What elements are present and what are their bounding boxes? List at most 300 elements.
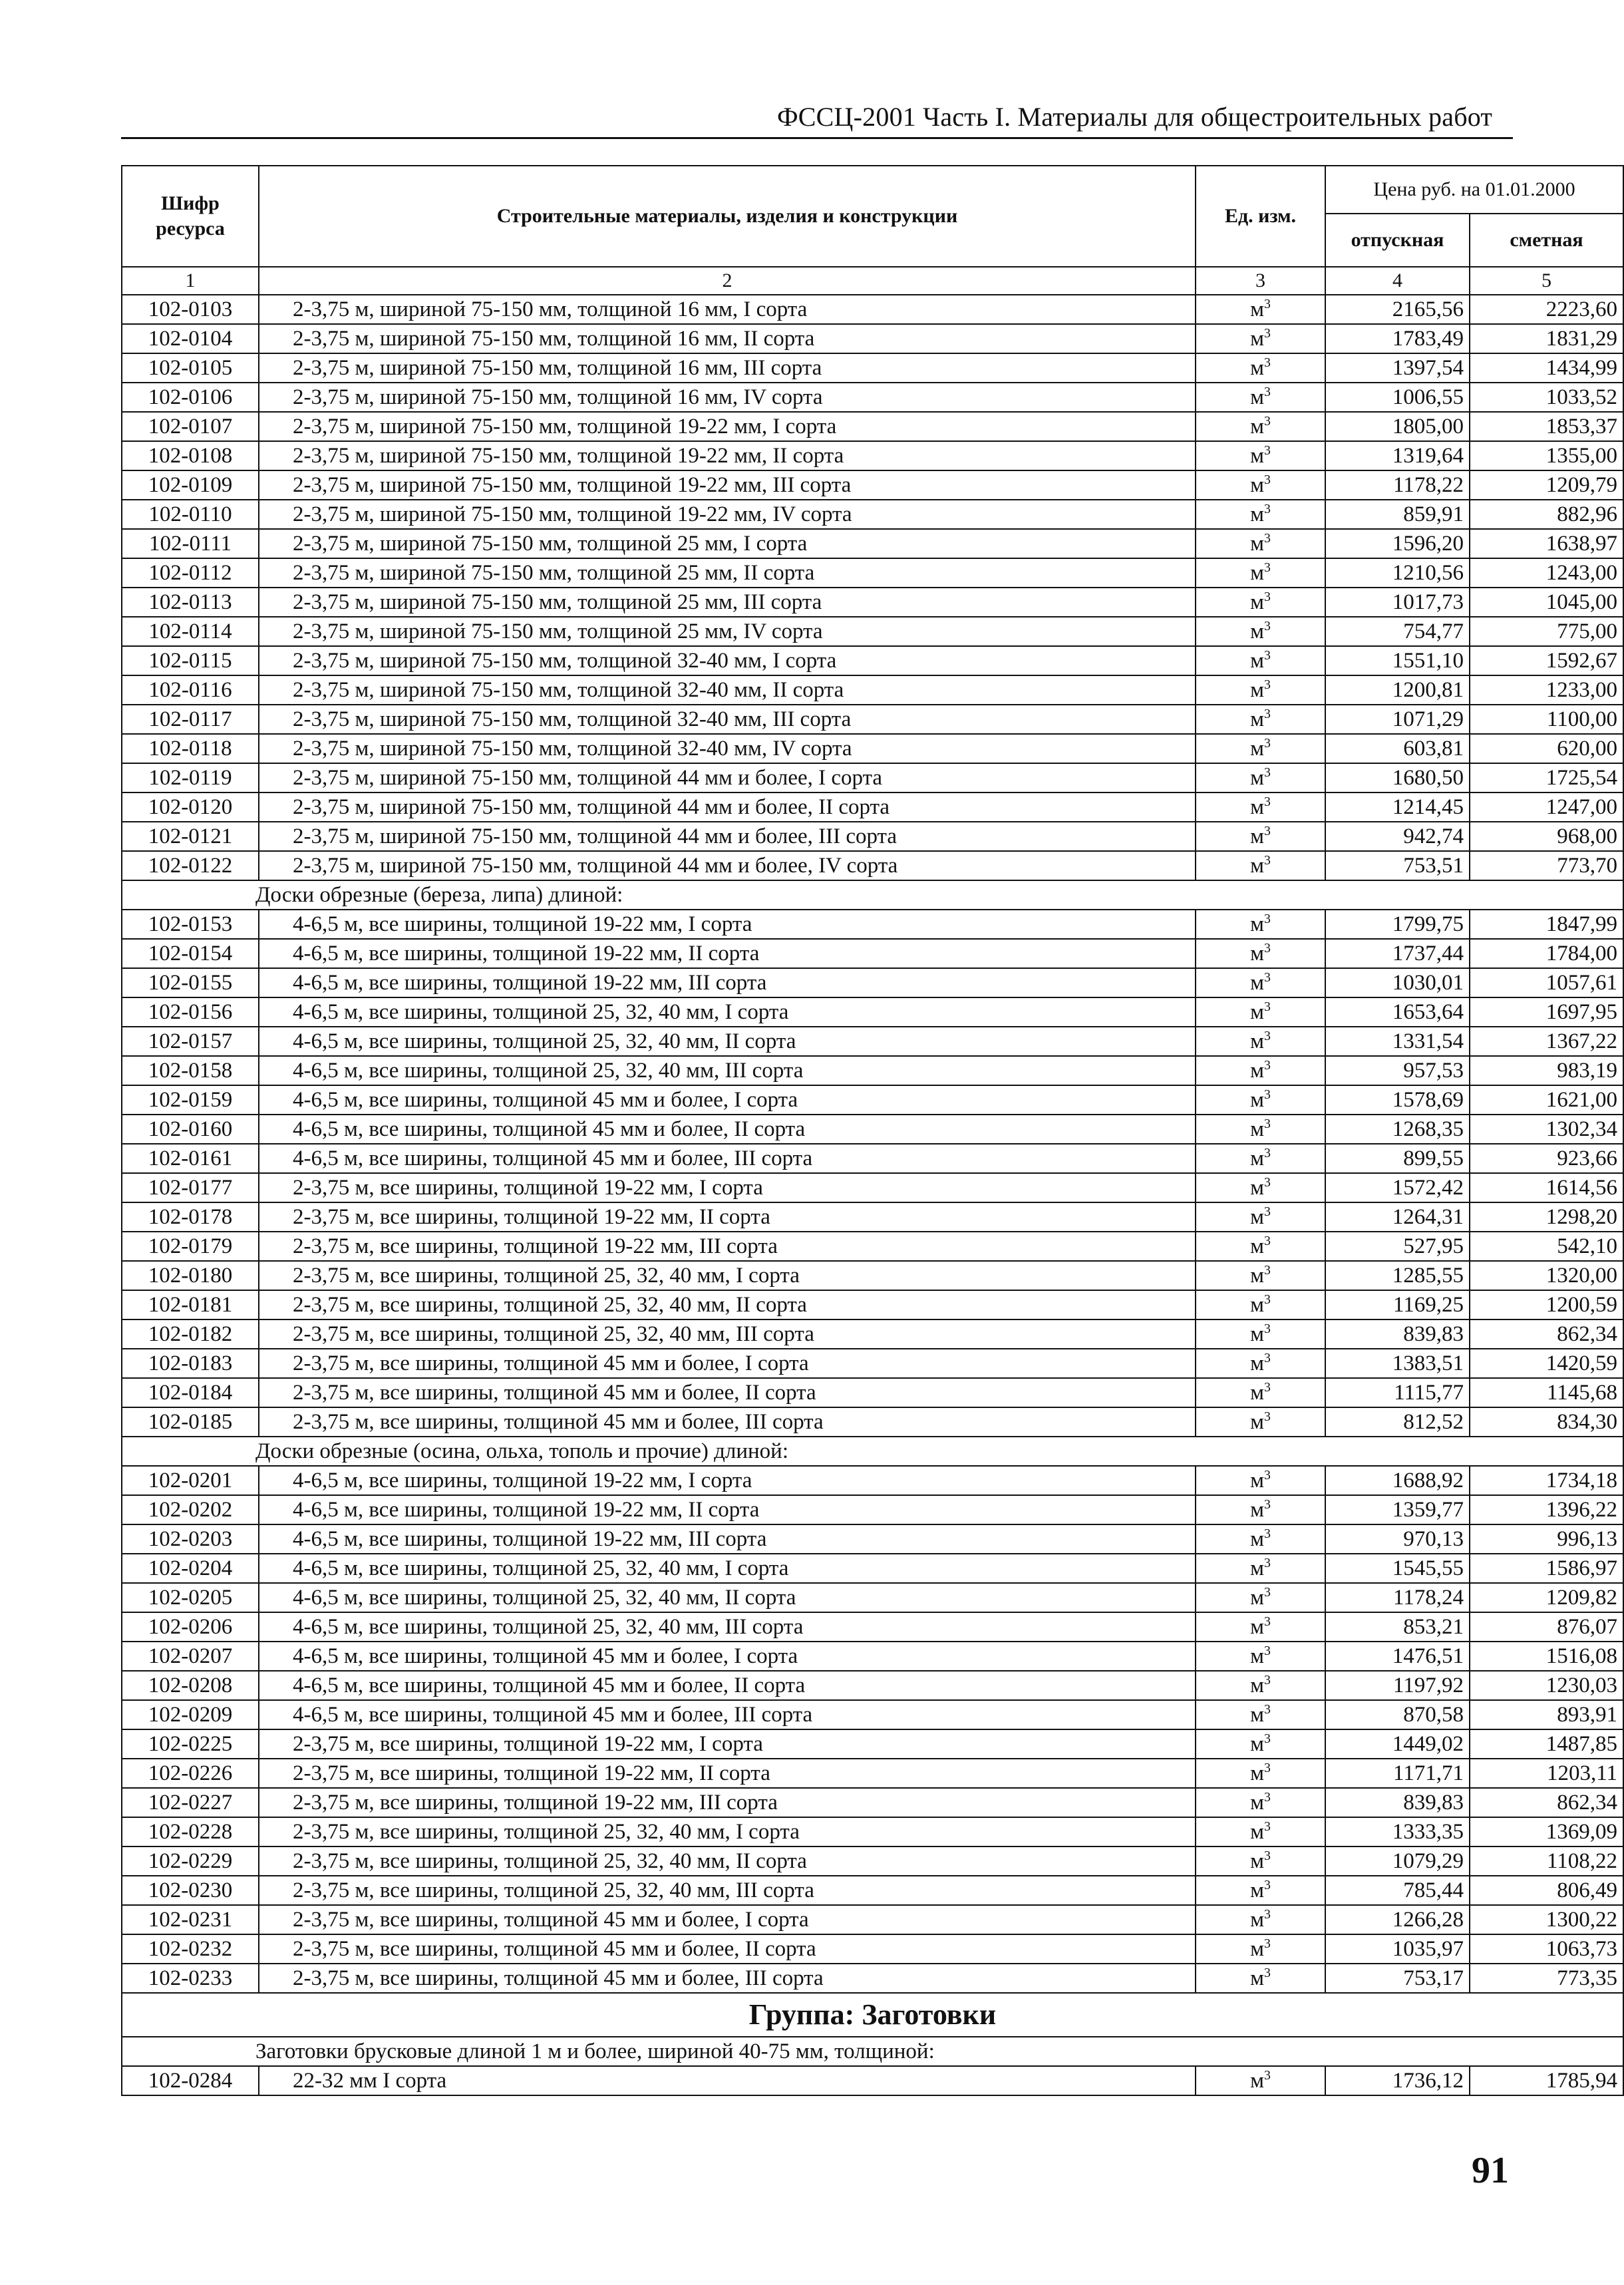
unit-power: 3 [1264,1175,1271,1190]
material-name: 2-3,75 м, шириной 75-150 мм, толщиной 16 мм, II сорта [259,324,1196,353]
unit-cell [1196,1612,1325,1642]
unit-label: м [1250,1498,1264,1522]
unit-power: 3 [1264,1351,1271,1365]
release-price: 970,13 [1325,1524,1470,1554]
unit-cell [1196,939,1325,968]
estimate-price: 1320,00 [1470,1261,1623,1290]
unit-power: 3 [1264,1644,1271,1658]
unit-label: м [1250,1029,1264,1053]
unit-label: м [1250,1703,1264,1727]
material-name: 4-6,5 м, все ширины, толщиной 25, 32, 40 мм, III сорта [259,1612,1196,1642]
material-name: 4-6,5 м, все ширины, толщиной 25, 32, 40 мм, III сорта [259,1056,1196,1085]
table-row [122,588,1623,617]
unit-power: 3 [1264,1556,1271,1570]
resource-code: 102-0116 [122,675,259,705]
col-release-header: отпускная [1325,214,1470,267]
resource-code: 102-0117 [122,705,259,734]
unit-label: м [1250,1264,1264,1288]
page-number: 91 [1472,2150,1509,2191]
unit-label: м [1250,1293,1264,1317]
unit-label: м [1250,1527,1264,1551]
material-name: 4-6,5 м, все ширины, толщиной 25, 32, 40 мм, II сорта [259,1027,1196,1056]
col-number: 2 [259,267,1196,295]
resource-code: 102-0160 [122,1115,259,1144]
estimate-price: 1209,82 [1470,1583,1623,1612]
unit-cell [1196,500,1325,529]
material-name: 2-3,75 м, все ширины, толщиной 45 мм и более, II сорта [259,1378,1196,1407]
release-price: 1383,51 [1325,1349,1470,1378]
table-row [122,617,1623,646]
unit-cell [1196,1934,1325,1964]
unit-power: 3 [1264,1907,1271,1922]
unit-power: 3 [1264,999,1271,1014]
unit-power: 3 [1264,1497,1271,1512]
resource-code: 102-0232 [122,1934,259,1964]
table-row [122,1232,1623,1261]
unit-power: 3 [1264,1058,1271,1073]
release-price: 1210,56 [1325,558,1470,588]
table-row [122,441,1623,470]
unit-cell [1196,383,1325,412]
release-price: 870,58 [1325,1700,1470,1729]
resource-code: 102-0120 [122,792,259,822]
estimate-price: 1487,85 [1470,1729,1623,1759]
unit-label: м [1250,1820,1264,1844]
unit-power: 3 [1264,1409,1271,1424]
unit-power: 3 [1264,1204,1271,1219]
estimate-price: 1614,56 [1470,1173,1623,1202]
unit-label: м [1250,1791,1264,1815]
estimate-price: 1203,11 [1470,1759,1623,1788]
unit-label: м [1250,1146,1264,1170]
release-price: 1397,54 [1325,353,1470,383]
table-row [122,412,1623,441]
release-price: 753,51 [1325,851,1470,880]
material-name: 22-32 мм I сорта [259,2066,1196,2095]
estimate-price: 1100,00 [1470,705,1623,734]
estimate-price: 1396,22 [1470,1495,1623,1524]
unit-power: 3 [1264,1848,1271,1863]
release-price: 1799,75 [1325,910,1470,939]
estimate-price: 1233,00 [1470,675,1623,705]
resource-code: 102-0201 [122,1466,259,1495]
unit-cell [1196,1817,1325,1846]
release-price: 899,55 [1325,1144,1470,1173]
material-name: 4-6,5 м, все ширины, толщиной 25, 32, 40 мм, I сорта [259,1554,1196,1583]
resource-code: 102-0104 [122,324,259,353]
resource-code: 102-0154 [122,939,259,968]
unit-power: 3 [1264,1585,1271,1600]
release-price: 1178,22 [1325,470,1470,500]
unit-power: 3 [1264,2068,1271,2083]
unit-label: м [1250,824,1264,848]
unit-label: м [1250,649,1264,673]
unit-power: 3 [1264,355,1271,370]
release-price: 1736,12 [1325,2066,1470,2095]
release-price: 1115,77 [1325,1378,1470,1407]
resource-code: 102-0185 [122,1407,259,1437]
header-rule [121,137,1513,139]
section-heading-row [122,2037,1623,2066]
unit-power: 3 [1264,648,1271,663]
material-name: 4-6,5 м, все ширины, толщиной 19-22 мм, II сорта [259,1495,1196,1524]
unit-cell [1196,558,1325,588]
estimate-price: 1785,94 [1470,2066,1623,2095]
unit-cell [1196,792,1325,822]
material-name: 2-3,75 м, шириной 75-150 мм, толщиной 16 мм, I сорта [259,295,1196,324]
release-price: 1449,02 [1325,1729,1470,1759]
table-row [122,1788,1623,1817]
unit-cell [1196,470,1325,500]
table-row [122,1378,1623,1407]
release-price: 1572,42 [1325,1173,1470,1202]
material-name: 2-3,75 м, шириной 75-150 мм, толщиной 32-40 мм, IV сорта [259,734,1196,763]
unit-cell [1196,1876,1325,1905]
release-price: 1331,54 [1325,1027,1470,1056]
unit-power: 3 [1264,941,1271,956]
unit-cell [1196,1319,1325,1349]
unit-cell [1196,1964,1325,1993]
resource-code: 102-0206 [122,1612,259,1642]
material-name: 4-6,5 м, все ширины, толщиной 25, 32, 40 мм, II сорта [259,1583,1196,1612]
unit-cell [1196,1173,1325,1202]
unit-label: м [1250,1761,1264,1785]
release-price: 1319,64 [1325,441,1470,470]
unit-cell [1196,910,1325,939]
release-price: 853,21 [1325,1612,1470,1642]
unit-power: 3 [1264,472,1271,487]
unit-power: 3 [1264,1380,1271,1395]
material-name: 2-3,75 м, шириной 75-150 мм, толщиной 25 мм, III сорта [259,588,1196,617]
estimate-price: 1369,09 [1470,1817,1623,1846]
unit-cell [1196,997,1325,1027]
material-name: 2-3,75 м, шириной 75-150 мм, толщиной 32-40 мм, II сорта [259,675,1196,705]
material-name: 2-3,75 м, все ширины, толщиной 45 мм и более, II сорта [259,1934,1196,1964]
material-name: 2-3,75 м, шириной 75-150 мм, толщиной 25 мм, IV сорта [259,617,1196,646]
material-name: 2-3,75 м, все ширины, толщиной 25, 32, 40 мм, III сорта [259,1876,1196,1905]
table-body [122,295,1623,2095]
resource-code: 102-0209 [122,1700,259,1729]
material-name: 2-3,75 м, все ширины, толщиной 19-22 мм, II сорта [259,1759,1196,1788]
unit-cell [1196,1554,1325,1583]
table-row [122,910,1623,939]
estimate-price: 1057,61 [1470,968,1623,997]
unit-power: 3 [1264,1761,1271,1775]
unit-power: 3 [1264,1117,1271,1131]
release-price: 957,53 [1325,1056,1470,1085]
unit-cell [1196,1202,1325,1232]
table-row [122,1115,1623,1144]
col-number: 5 [1470,267,1623,295]
resource-code: 102-0182 [122,1319,259,1349]
unit-label: м [1250,590,1264,614]
release-price: 1197,92 [1325,1671,1470,1700]
table-row [122,1671,1623,1700]
unit-label: м [1250,1644,1264,1668]
table-row [122,646,1623,675]
unit-power: 3 [1264,560,1271,575]
estimate-price: 1230,03 [1470,1671,1623,1700]
col-code-header: Шифр ресурса [122,166,259,267]
section-heading: Доски обрезные (осина, ольха, тополь и прочие) длиной: [122,1437,1623,1466]
material-name: 2-3,75 м, шириной 75-150 мм, толщиной 44 мм и более, II сорта [259,792,1196,822]
estimate-price: 996,13 [1470,1524,1623,1554]
release-price: 1737,44 [1325,939,1470,968]
table-row [122,1319,1623,1349]
table-row [122,1583,1623,1612]
estimate-price: 1302,34 [1470,1115,1623,1144]
unit-cell [1196,1495,1325,1524]
unit-power: 3 [1264,1673,1271,1687]
col-estimate-header: сметная [1470,214,1623,267]
unit-power: 3 [1264,1263,1271,1278]
material-name: 4-6,5 м, все ширины, толщиной 45 мм и более, III сорта [259,1144,1196,1173]
estimate-price: 1586,97 [1470,1554,1623,1583]
estimate-price: 1045,00 [1470,588,1623,617]
material-name: 2-3,75 м, все ширины, толщиной 45 мм и более, III сорта [259,1964,1196,1993]
release-price: 1333,35 [1325,1817,1470,1846]
resource-code: 102-0226 [122,1759,259,1788]
material-name: 2-3,75 м, шириной 75-150 мм, толщиной 19-22 мм, II сорта [259,441,1196,470]
release-price: 1266,28 [1325,1905,1470,1934]
estimate-price: 862,34 [1470,1319,1623,1349]
unit-power: 3 [1264,590,1271,604]
resource-code: 102-0105 [122,353,259,383]
unit-label: м [1250,1469,1264,1493]
unit-power: 3 [1264,1321,1271,1336]
unit-label: м [1250,1234,1264,1258]
estimate-price: 862,34 [1470,1788,1623,1817]
unit-power: 3 [1264,853,1271,868]
unit-label: м [1250,737,1264,761]
unit-cell [1196,295,1325,324]
material-name: 2-3,75 м, все ширины, толщиной 19-22 мм, III сорта [259,1788,1196,1817]
release-price: 1545,55 [1325,1554,1470,1583]
col-unit-header: Ед. изм. [1196,166,1325,267]
unit-power: 3 [1264,707,1271,721]
unit-cell [1196,851,1325,880]
material-name: 2-3,75 м, все ширины, толщиной 45 мм и более, I сорта [259,1905,1196,1934]
unit-cell [1196,1905,1325,1934]
unit-cell [1196,1729,1325,1759]
unit-power: 3 [1264,385,1271,399]
estimate-price: 1697,95 [1470,997,1623,1027]
unit-label: м [1250,327,1264,351]
material-name: 2-3,75 м, все ширины, толщиной 19-22 мм, III сорта [259,1232,1196,1261]
material-name: 2-3,75 м, шириной 75-150 мм, толщиной 19-22 мм, IV сорта [259,500,1196,529]
resource-code: 102-0177 [122,1173,259,1202]
material-name: 2-3,75 м, шириной 75-150 мм, толщиной 16 мм, IV сорта [259,383,1196,412]
unit-cell [1196,1846,1325,1876]
material-name: 4-6,5 м, все ширины, толщиной 45 мм и более, III сорта [259,1700,1196,1729]
release-price: 859,91 [1325,500,1470,529]
table-row [122,324,1623,353]
unit-cell [1196,1144,1325,1173]
release-price: 603,81 [1325,734,1470,763]
unit-label: м [1250,1586,1264,1610]
unit-cell [1196,1027,1325,1056]
table-row [122,1759,1623,1788]
col-number: 1 [122,267,259,295]
unit-cell [1196,353,1325,383]
material-name: 2-3,75 м, все ширины, толщиной 19-22 мм, II сорта [259,1202,1196,1232]
resource-code: 102-0204 [122,1554,259,1583]
table-row [122,1524,1623,1554]
material-name: 2-3,75 м, все ширины, толщиной 25, 32, 40 мм, I сорта [259,1817,1196,1846]
estimate-price: 2223,60 [1470,295,1623,324]
resource-code: 102-0181 [122,1290,259,1319]
estimate-price: 1516,08 [1470,1642,1623,1671]
estimate-price: 1200,59 [1470,1290,1623,1319]
resource-code: 102-0111 [122,529,259,558]
price-table [121,165,1624,2096]
unit-cell [1196,1232,1325,1261]
table-row [122,529,1623,558]
unit-label: м [1250,1908,1264,1932]
release-price: 1035,97 [1325,1934,1470,1964]
table-header [122,166,1623,295]
unit-label: м [1250,766,1264,790]
unit-label: м [1250,619,1264,643]
table-row [122,383,1623,412]
table-row [122,1085,1623,1115]
col-name-header: Строительные материалы, изделия и конструкции [259,166,1196,267]
resource-code: 102-0284 [122,2066,259,2095]
release-price: 1264,31 [1325,1202,1470,1232]
unit-cell [1196,705,1325,734]
estimate-price: 1243,00 [1470,558,1623,588]
table-row [122,1261,1623,1290]
release-price: 1476,51 [1325,1642,1470,1671]
estimate-price: 1247,00 [1470,792,1623,822]
release-price: 1200,81 [1325,675,1470,705]
estimate-price: 1298,20 [1470,1202,1623,1232]
release-price: 1214,45 [1325,792,1470,822]
table-row [122,763,1623,792]
release-price: 785,44 [1325,1876,1470,1905]
release-price: 1079,29 [1325,1846,1470,1876]
resource-code: 102-0203 [122,1524,259,1554]
unit-label: м [1250,1176,1264,1200]
unit-label: м [1250,1117,1264,1141]
table-row [122,1876,1623,1905]
release-price: 1017,73 [1325,588,1470,617]
table-row [122,968,1623,997]
unit-cell [1196,617,1325,646]
unit-label: м [1250,1410,1264,1434]
section-heading: Заготовки брусковые длиной 1 м и более, шириной 40-75 мм, толщиной: [122,2037,1623,2066]
estimate-price: 542,10 [1470,1232,1623,1261]
unit-power: 3 [1264,1234,1271,1248]
table-row [122,1290,1623,1319]
estimate-price: 773,70 [1470,851,1623,880]
material-name: 4-6,5 м, все ширины, толщиной 19-22 мм, I сорта [259,1466,1196,1495]
table-row [122,1202,1623,1232]
resource-code: 102-0113 [122,588,259,617]
unit-cell [1196,646,1325,675]
unit-cell [1196,1378,1325,1407]
resource-code: 102-0118 [122,734,259,763]
section-heading: Доски обрезные (береза, липа) длиной: [122,880,1623,910]
unit-cell [1196,1261,1325,1290]
unit-label: м [1250,707,1264,731]
table-row [122,1144,1623,1173]
estimate-price: 983,19 [1470,1056,1623,1085]
unit-label: м [1250,1615,1264,1639]
material-name: 2-3,75 м, шириной 75-150 мм, толщиной 16 мм, III сорта [259,353,1196,383]
unit-power: 3 [1264,531,1271,546]
unit-power: 3 [1264,1614,1271,1629]
resource-code: 102-0108 [122,441,259,470]
unit-power: 3 [1264,1936,1271,1951]
material-name: 2-3,75 м, все ширины, толщиной 25, 32, 40 мм, II сорта [259,1846,1196,1876]
resource-code: 102-0178 [122,1202,259,1232]
estimate-price: 1638,97 [1470,529,1623,558]
resource-code: 102-0115 [122,646,259,675]
unit-label: м [1250,502,1264,526]
group-title: Группа: Заготовки [122,1993,1623,2037]
group-title-row [122,1993,1623,2037]
unit-power: 3 [1264,1292,1271,1307]
unit-power: 3 [1264,1731,1271,1746]
resource-code: 102-0107 [122,412,259,441]
unit-cell [1196,1349,1325,1378]
resource-code: 102-0208 [122,1671,259,1700]
estimate-price: 620,00 [1470,734,1623,763]
estimate-price: 1367,22 [1470,1027,1623,1056]
estimate-price: 1847,99 [1470,910,1623,939]
unit-power: 3 [1264,619,1271,633]
price-group-header: Цена руб. на 01.01.2000 [1325,166,1623,214]
release-price: 839,83 [1325,1319,1470,1349]
unit-power: 3 [1264,736,1271,751]
unit-power: 3 [1264,1087,1271,1102]
estimate-price: 773,35 [1470,1964,1623,1993]
resource-code: 102-0156 [122,997,259,1027]
unit-cell [1196,1524,1325,1554]
material-name: 2-3,75 м, шириной 75-150 мм, толщиной 44 мм и более, III сорта [259,822,1196,851]
unit-power: 3 [1264,765,1271,780]
unit-power: 3 [1264,1878,1271,1892]
unit-label: м [1250,942,1264,966]
resource-code: 102-0228 [122,1817,259,1846]
estimate-price: 834,30 [1470,1407,1623,1437]
table-row [122,1407,1623,1437]
estimate-price: 968,00 [1470,822,1623,851]
estimate-price: 1621,00 [1470,1085,1623,1115]
unit-cell [1196,1642,1325,1671]
release-price: 1178,24 [1325,1583,1470,1612]
release-price: 2165,56 [1325,295,1470,324]
page-header: ФССЦ-2001 Часть I. Материалы для общестроительных работ [777,102,1493,132]
release-price: 1688,92 [1325,1466,1470,1495]
release-price: 942,74 [1325,822,1470,851]
unit-label: м [1250,912,1264,936]
release-price: 1030,01 [1325,968,1470,997]
unit-label: м [1250,678,1264,702]
resource-code: 102-0230 [122,1876,259,1905]
table-row [122,1700,1623,1729]
col-number: 4 [1325,267,1470,295]
unit-cell [1196,675,1325,705]
unit-label: м [1250,854,1264,878]
unit-label: м [1250,1673,1264,1697]
resource-code: 102-0202 [122,1495,259,1524]
resource-code: 102-0161 [122,1144,259,1173]
resource-code: 102-0227 [122,1788,259,1817]
material-name: 4-6,5 м, все ширины, толщиной 19-22 мм, II сорта [259,939,1196,968]
release-price: 1653,64 [1325,997,1470,1027]
